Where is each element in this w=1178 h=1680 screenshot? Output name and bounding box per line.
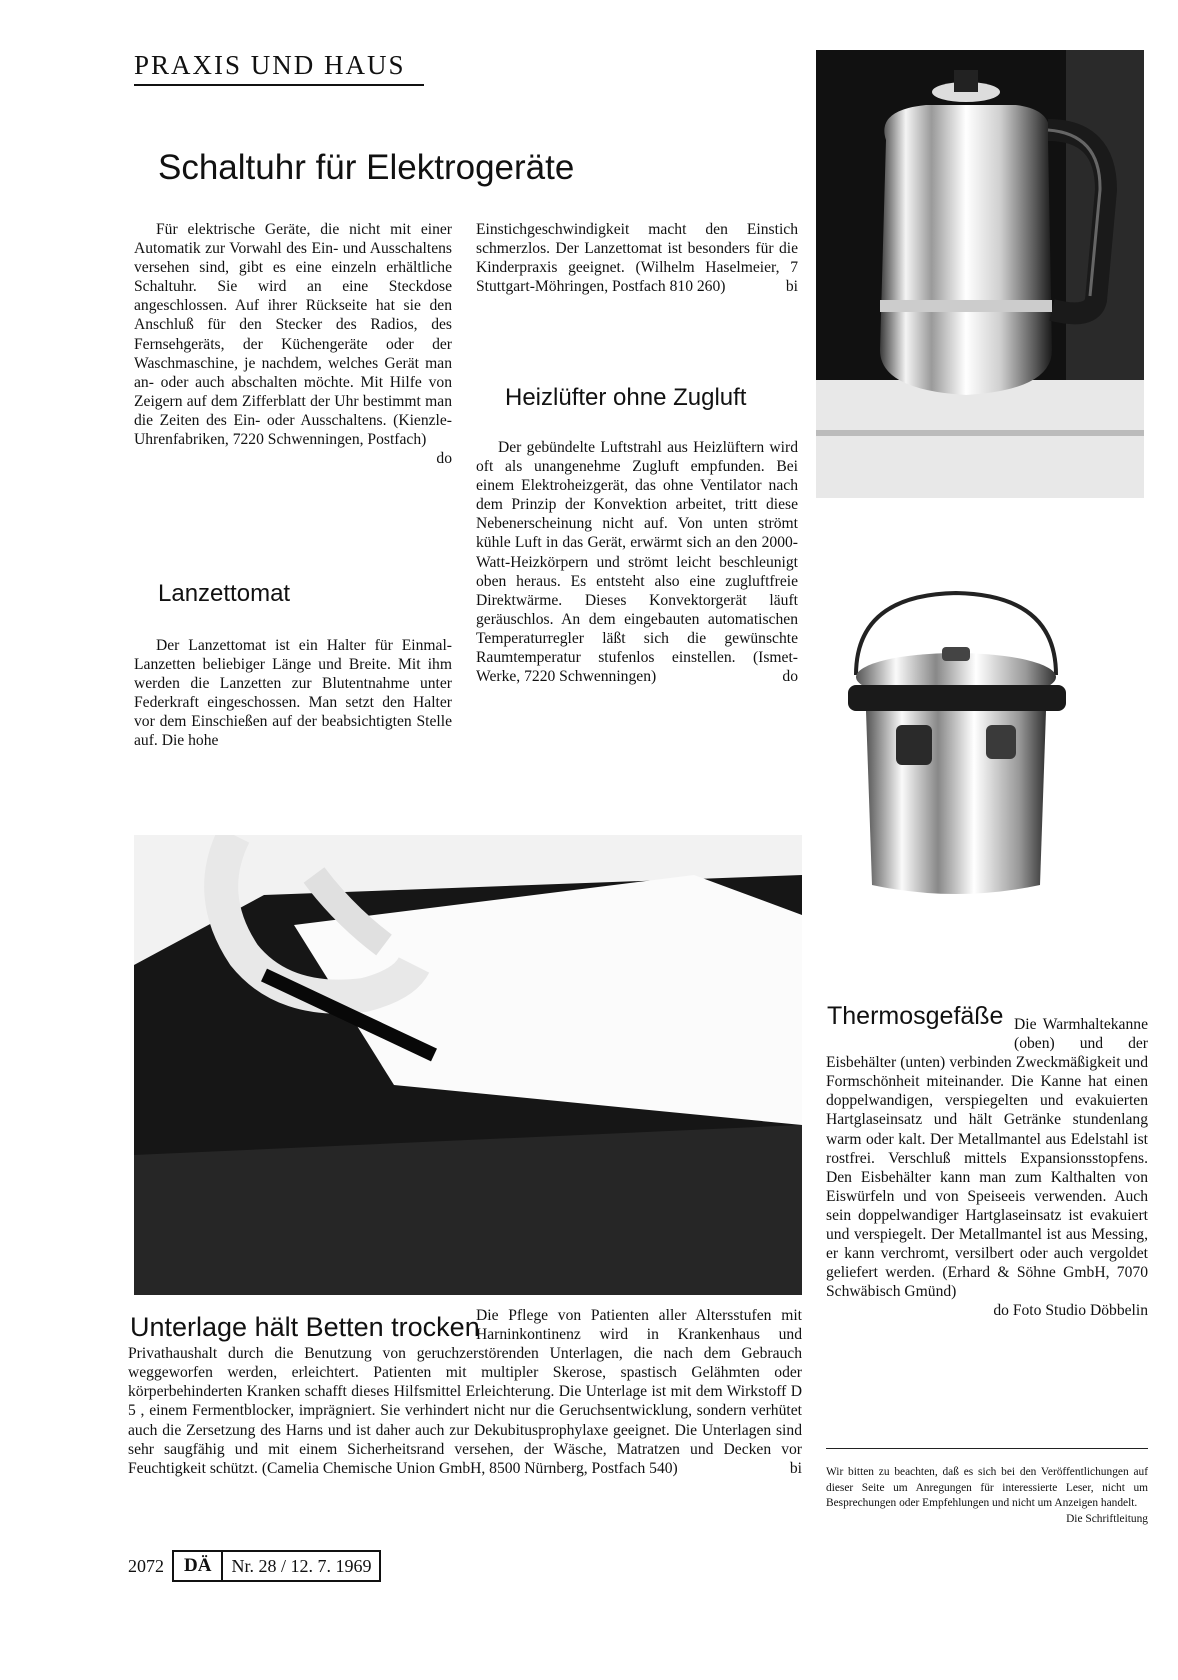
- unterlage-sign: bi: [789, 1459, 802, 1477]
- eisbehaelter-illustration: [826, 585, 1086, 915]
- thermos-sign: do Foto Studio Döbbelin: [993, 1302, 1148, 1320]
- lanzettomat-cont-text: Einstichgeschwindigkeit macht den Einstich schmerzlos. Der Lanzettomat ist besonders für die Kinderpraxis geeignet. (Wilhelm Haselmeier, 7 Stuttgart-Möhringen, Postfach 810 260): [476, 221, 798, 296]
- editorial-note-text: Wir bitten zu beachten, daß es sich bei den Veröffentlichungen auf dieser Seite um Anregungen für interessierte Leser, nicht um Besprechungen oder Empfehlungen und nicht um Anzeigen handelt.: [826, 1466, 1148, 1509]
- article-body-unterlage: [128, 1306, 802, 1478]
- heizluefter-text: Der gebündelte Luftstrahl aus Heizlüftern wird oft als unangenehme Zugluft empfunden. Bei einem Elektroheizgerät, das ohne Ventilator nach dem Prinzip der Konvektion arbeitet, tritt diese Nebenerscheinung nicht auf. Von unten strömt kühle Luft in das Gerät, erwärmt sich an den 2000-Watt-Heizkörpern und strömt leicht beschleunigt oben heraus. Es entsteht also eine zugluftfreie Direktwärme. Dieses Konvektorgerät läuft geräuschlos. An dem eingebauten automatischen Temperaturregler läßt sich die gewünschte Raumtemperatur stufenlos einstellen. (Ismet-Werke, 7220 Schwenningen): [476, 439, 798, 686]
- article-body-lanzettomat-cont: [476, 220, 798, 296]
- photo-unterlage: [134, 835, 802, 1295]
- schaltuhr-sign: do: [436, 450, 452, 468]
- lanzettomat-text: Der Lanzettomat ist ein Halter für Einmal-Lanzetten beliebiger Länge und Breite. Mit ihm werden die Lanzetten zur Blutentnahme unter Federkraft eingeschossen. Man setzt den Halter vor dem Einschießen auf der beabsichtigten Stelle auf. Die hohe: [134, 637, 452, 750]
- page-number: 2072: [128, 1555, 164, 1576]
- article-title-schaltuhr: Schaltuhr für Elektrogeräte: [158, 148, 575, 187]
- article-title-unterlage: Unterlage hält Betten trocken: [130, 1312, 480, 1342]
- article-title-lanzettomat: Lanzettomat: [158, 580, 291, 607]
- article-body-thermos: [826, 1015, 1148, 1321]
- editorial-note-sign: Die Schriftleitung: [1066, 1512, 1148, 1525]
- article-body-schaltuhr: [134, 220, 452, 468]
- schaltuhr-text: Für elektrische Geräte, die nicht mit einer Automatik zur Vorwahl des Ein- und Ausschaltens versehen sind, gibt es eine einzeln erhältliche Schaltuhr. Sie wird an eine Steckdose angeschlossen. Auf ihrer Rückseite hat sie den Anschluß für den Stecker des Radios, des Fernsehgeräts, der Küchengeräte oder der Waschmaschine, je nachdem, welches Gerät man an- oder auch abschalten möchte. Mit Hilfe von Zeigern auf dem Zifferblatt der Uhr bestimmt man die Zeiten des Ein- oder Ausschaltens. (Kienzle-Uhrenfabriken, 7220 Schwenningen, Postfach): [134, 221, 452, 449]
- issue-number: Nr. 28 / 12. 7. 1969: [231, 1555, 372, 1576]
- page-footer: [128, 1548, 381, 1584]
- article-title-thermos: Thermosgefäße: [827, 1002, 1007, 1031]
- editorial-note: [826, 1465, 1148, 1527]
- issue-box: [172, 1550, 381, 1582]
- journal-logo: DÄ: [174, 1552, 223, 1580]
- article-title-heizluefter: Heizlüfter ohne Zugluft: [505, 384, 747, 411]
- heizluefter-sign: do: [782, 668, 798, 686]
- article-body-lanzettomat: [134, 636, 452, 751]
- lanzettomat-sign: bi: [785, 278, 798, 296]
- unterlage-text: Die Pflege von Patienten aller Altersstufen mit Harninkontinenz wird in Krankenhaus und Privathaushalt durch die Benutzung von geruchzerstörenden Unterlagen, die nach dem Gebrauch weggeworfen werden, erleichtert. Patienten mit multipler Skerose, spastisch Gelähmten oder körperbehinderten Kranken schafft dieses Hilfsmittel Erleichterung. Die Unterlage ist mit dem Wirkstoff D 5 , einem Fermentblocker, imprägniert. Sie verhindert nicht nur die Geruchsentwicklung, sondern verhütet auch die Zersetzung des Harns und ist daher auch zur Dekubitusprophylaxe geeignet. Die Unterlagen sind sehr saugfähig und mit einem Sicherheitsrand versehen, der Wäsche, Matratzen und Decken vor Feuchtigkeit schützt. (Camelia Chemische Union GmbH, 8500 Nürnberg, Postfach 540): [128, 1307, 802, 1477]
- article-body-heizluefter: [476, 438, 798, 686]
- note-divider: [826, 1448, 1148, 1449]
- thermos-text: Die Warmhaltekanne (oben) und der Eisbehälter (unten) verbinden Zweckmäßigkeit und Formschönheit miteinander. Die Kanne hat einen doppelwandigen, verspiegelten und evakuierten Hartglaseinsatz und hält Getränke stundenlang warm oder kalt. Der Metallmantel aus Edelstahl ist rostfrei. Verschluß mittels Expansionsstopfens. Den Eisbehälter kann man zum Kalthalten von Eiswürfeln und von Speiseeis verwenden. Auch sein doppelwandiger Hartglaseinsatz ist evakuiert und verspiegelt. Der Metallmantel ist aus Messing, er kann verchromt, versilbert oder auch vergoldet geliefert werden. (Erhard & Söhne GmbH, 7070 Schwäbisch Gmünd): [826, 1016, 1148, 1301]
- section-header: PRAXIS UND HAUS: [134, 50, 424, 86]
- photo-warmhaltekanne: [816, 50, 1144, 498]
- unterlage-illustration: [134, 835, 802, 1295]
- kanne-illustration: [816, 50, 1144, 498]
- photo-eisbehaelter: [826, 585, 1086, 915]
